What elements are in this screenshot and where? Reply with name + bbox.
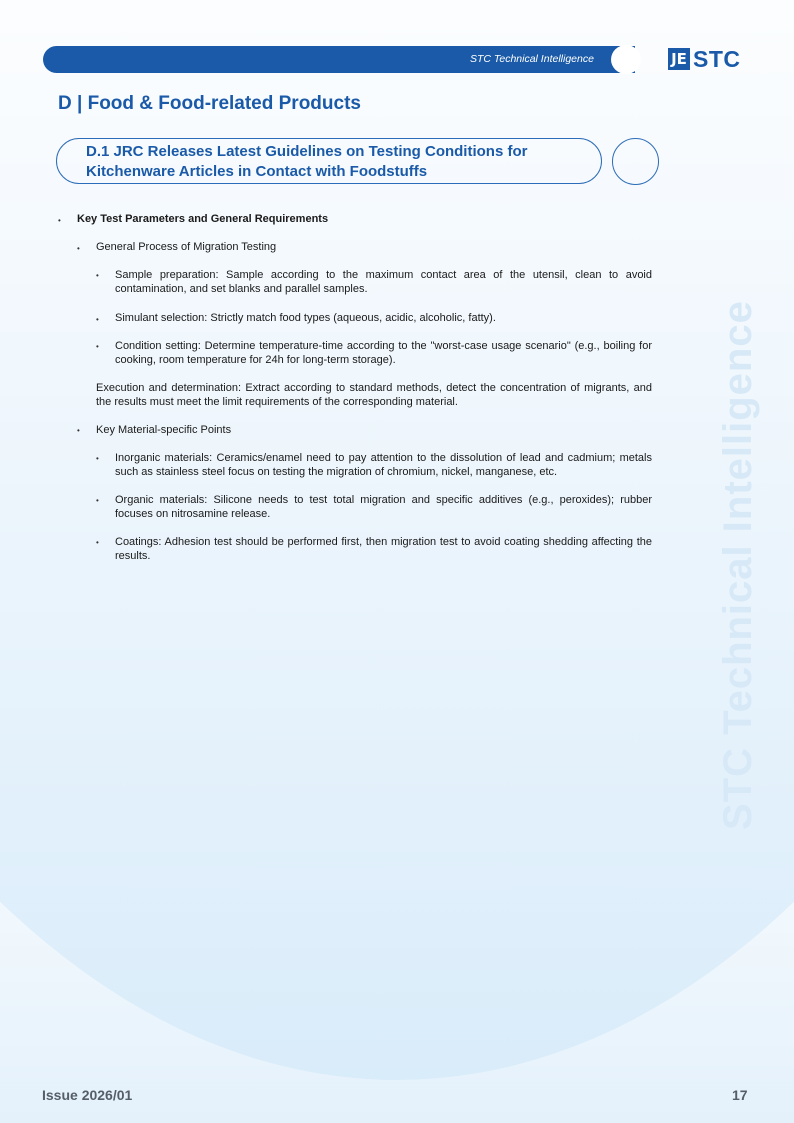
bullet-icon: •: [58, 216, 61, 225]
logo-mark-icon: JE: [668, 48, 690, 70]
subsection-title-line-1: D.1 JRC Releases Latest Guidelines on Testing Conditions for: [86, 143, 528, 160]
bullet-icon: •: [96, 315, 99, 324]
bullet-icon: •: [96, 454, 99, 463]
vertical-watermark: STC Technical Intelligence: [716, 300, 760, 830]
logo-text: STC: [693, 45, 741, 72]
list-item-inorganic-materials: Inorganic materials: Ceramics/enamel need to pay attention to the dissolution of lead and cadmium; metals such as stainless steel focus on testing the migration of chromium, nickel, manganese, etc.: [115, 452, 652, 478]
list-item-coatings: Coatings: Adhesion test should be performed first, then migration test to avoid coating shedding affecting the results.: [115, 536, 652, 562]
bullet-icon: •: [96, 496, 99, 505]
subsection-title-line-2: Kitchenware Articles in Contact with Foodstuffs: [86, 163, 428, 180]
page-number: 17: [732, 1087, 748, 1103]
section-title: D | Food & Food-related Products: [58, 93, 361, 114]
bullet-icon: •: [96, 271, 99, 280]
subheading-material-points: Key Material-specific Points: [96, 424, 232, 436]
list-item-simulant-selection: Simulant selection: Strictly match food types (aqueous, acidic, alcoholic, fatty).: [115, 312, 496, 324]
subsection-title: [86, 142, 586, 182]
bullet-icon: •: [77, 244, 80, 253]
paragraph-execution: Execution and determination: Extract according to standard methods, detect the concentration of migrants, and the results must meet the limit requirements of the corresponding material.: [96, 382, 652, 408]
header-band-label: STC Technical Intelligence: [470, 53, 594, 65]
bullet-icon: •: [77, 426, 80, 435]
stc-logo: [668, 47, 741, 71]
title-decorative-circle: [612, 138, 659, 185]
bullet-icon: •: [96, 538, 99, 547]
footer-issue: Issue 2026/01: [42, 1087, 133, 1103]
list-item-condition-setting: Condition setting: Determine temperature-time according to the "worst-case usage scenario" (e.g., boiling for cooking, room temperature for 24h for long-term storage).: [115, 340, 652, 366]
subheading-migration-process: General Process of Migration Testing: [96, 241, 277, 253]
bullet-icon: •: [96, 342, 99, 351]
list-item-sample-preparation: Sample preparation: Sample according to the maximum contact area of the utensil, clean to avoid contamination, and set blanks and parallel samples.: [115, 269, 652, 295]
heading-key-test-parameters: Key Test Parameters and General Requirements: [77, 213, 329, 225]
list-item-organic-materials: Organic materials: Silicone needs to test total migration and specific additives (e.g., peroxides); rubber focuses on nitrosamine release.: [115, 494, 652, 520]
